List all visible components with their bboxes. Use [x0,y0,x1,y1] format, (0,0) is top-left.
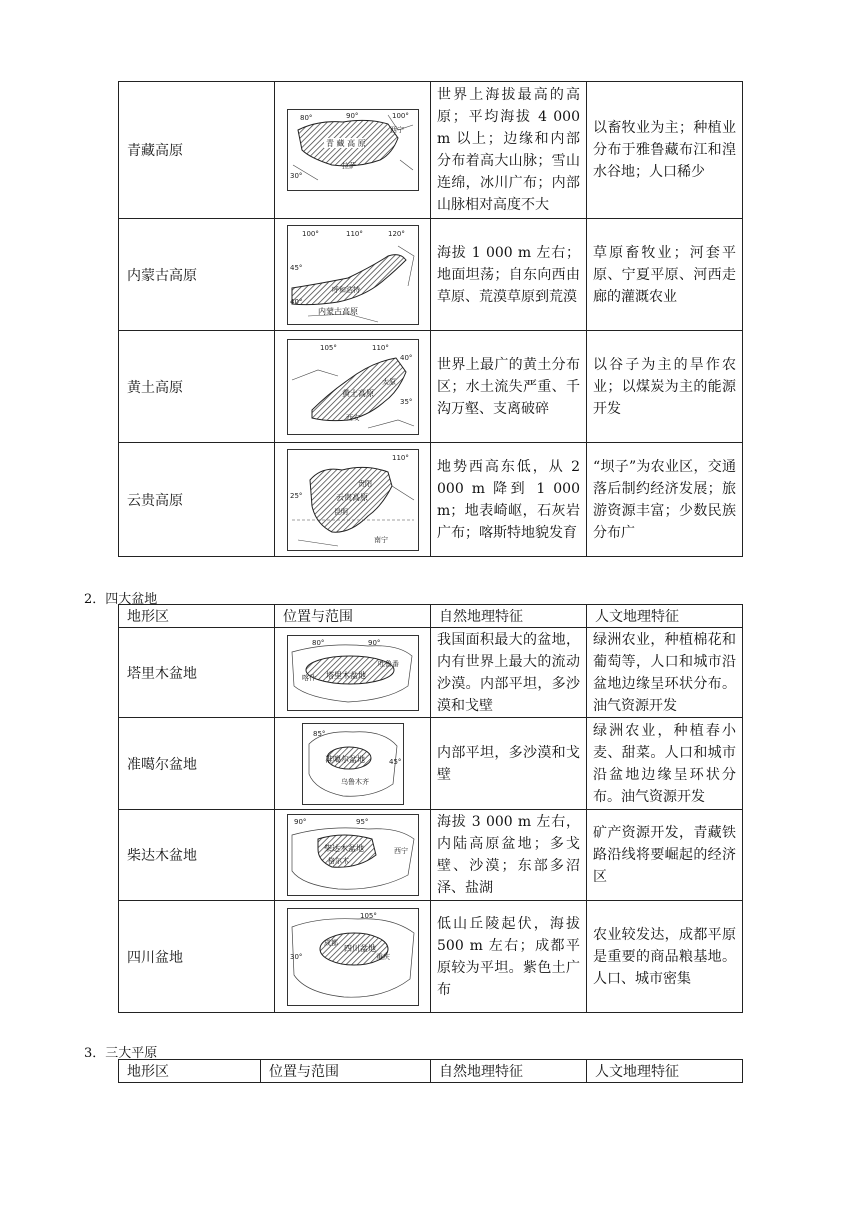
svg-text:乌鲁木齐: 乌鲁木齐 [340,777,369,786]
svg-text:30°: 30° [289,172,302,180]
table-row [119,901,743,1013]
svg-text:120°: 120° [387,229,405,238]
svg-text:100°: 100° [301,229,319,238]
svg-text:85°: 85° [312,729,325,738]
table-row [119,331,743,443]
svg-text:吐鲁番: 吐鲁番 [377,659,399,668]
svg-text:准噶尔盆地: 准噶尔盆地 [324,754,365,764]
natural-features: 海拔 3 000 m 左右，内陆高原盆地；多戈壁、沙漠；东部多沼泽、盐湖 [431,810,587,901]
svg-text:45°: 45° [289,263,302,272]
svg-text:柴达木盆地: 柴达木盆地 [323,844,364,853]
svg-text:105°: 105° [359,911,377,920]
qaidam-basin-map [287,814,419,896]
table-header [119,605,743,628]
svg-text:35°: 35° [399,397,412,406]
svg-text:西宁: 西宁 [393,847,408,855]
table-row [119,82,743,219]
svg-text:喀什: 喀什 [301,673,316,682]
svg-text:西宁: 西宁 [389,126,404,134]
junggar-basin-map [302,723,404,805]
human-features: 矿产资源开发，青藏铁路沿线将要崛起的经济区 [587,810,743,901]
natural-features: 地势西高东低，从 2 000 m 降到 1 000 m；地表崎岖，石灰岩广布；喀斯特地貌发育 [431,443,587,557]
plateau-table [118,81,743,557]
svg-text:40°: 40° [289,297,302,306]
svg-text:西安: 西安 [345,413,360,422]
human-features: 绿洲农业，种植春小麦、甜菜。人口和城市沿盆地边缘呈环状分布。油气资源开发 [587,718,743,810]
svg-text:昆明: 昆明 [333,507,348,516]
landform-name: 内蒙古高原 [119,219,275,331]
svg-text:成都: 成都 [323,938,338,947]
svg-text:四川盆地: 四川盆地 [343,943,376,953]
svg-text:110°: 110° [391,453,409,462]
header-natural: 自然地理特征 [431,605,587,628]
svg-text:40°: 40° [399,353,412,362]
svg-text:110°: 110° [371,343,389,352]
loess-plateau-map [287,339,419,435]
table-row [119,810,743,901]
svg-text:90°: 90° [345,112,358,120]
human-features: 以谷子为主的旱作农业；以煤炭为主的能源开发 [587,331,743,443]
inner-mongolia-map [287,225,419,325]
landform-name: 云贵高原 [119,443,275,557]
svg-text:黄土高原: 黄土高原 [341,388,374,398]
svg-text:重庆: 重庆 [375,952,390,961]
natural-features: 内部平坦，多沙漠和戈壁 [431,718,587,810]
landform-name: 青藏高原 [119,82,275,219]
section-heading-plains: 3．三大平原 [84,1046,158,1061]
svg-text:80°: 80° [299,114,312,122]
svg-text:80°: 80° [311,638,324,647]
svg-text:云贵高原: 云贵高原 [335,492,368,502]
yungui-plateau-map [287,449,419,551]
basin-table [118,604,743,1013]
table-row [119,219,743,331]
svg-text:30°: 30° [289,952,302,961]
natural-features: 世界上最广的黄土分布区；水土流失严重、千沟万壑、支离破碎 [431,331,587,443]
landform-name: 塔里木盆地 [119,628,275,718]
svg-text:格尔木: 格尔木 [327,857,349,865]
natural-features: 低山丘陵起伏，海拔 500 m 左右；成都平原较为平坦。紫色土广布 [431,901,587,1013]
landform-name: 准噶尔盆地 [119,718,275,810]
header-location: 位置与范围 [275,605,431,628]
svg-text:南宁: 南宁 [373,535,388,544]
section-heading-basins: 2．四大盆地 [84,592,158,607]
svg-text:呼和浩特: 呼和浩特 [331,285,360,294]
landform-name: 柴达木盆地 [119,810,275,901]
svg-text:45°: 45° [388,757,401,766]
svg-text:95°: 95° [355,818,368,826]
header-landform: 地形区 [119,1060,261,1083]
human-features: 以畜牧业为主；种植业分布于雅鲁藏布江和湟水谷地；人口稀少 [587,82,743,219]
table-row [119,628,743,718]
svg-text:25°: 25° [289,491,302,500]
table-row [119,718,743,810]
natural-features: 世界上海拔最高的高原；平均海拔 4 000 m 以上；边缘和内部分布着高大山脉；雪山连绵，冰川广布；内部山脉相对高度不大 [431,82,587,219]
landform-name: 黄土高原 [119,331,275,443]
svg-text:青 藏 高 原: 青 藏 高 原 [325,139,366,148]
sichuan-basin-map [287,908,419,1006]
svg-text:105°: 105° [319,343,337,352]
svg-text:90°: 90° [367,638,380,647]
svg-text:拉萨: 拉萨 [341,162,356,170]
natural-features: 海拔 1 000 m 左右；地面坦荡；自东向西由草原、荒漠草原到荒漠 [431,219,587,331]
svg-text:塔里木盆地: 塔里木盆地 [325,670,366,680]
table-header [119,1060,743,1083]
svg-text:贵阳: 贵阳 [357,479,372,488]
header-landform: 地形区 [119,605,275,628]
header-human: 人文地理特征 [587,605,743,628]
tarim-basin-map [287,635,419,711]
header-human: 人文地理特征 [587,1060,743,1083]
svg-text:110°: 110° [345,229,363,238]
human-features: 农业较发达，成都平原是重要的商品粮基地。人口、城市密集 [587,901,743,1013]
qinghai-tibet-map [287,109,419,191]
header-location: 位置与范围 [261,1060,431,1083]
human-features: 草原畜牧业；河套平原、宁夏平原、河西走廊的灌溉农业 [587,219,743,331]
human-features: 绿洲农业，种植棉花和葡萄等，人口和城市沿盆地边缘呈环状分布。油气资源开发 [587,628,743,718]
table-row [119,443,743,557]
svg-text:内蒙古高原: 内蒙古高原 [317,306,358,316]
svg-text:太原: 太原 [381,377,396,386]
natural-features: 我国面积最大的盆地，内有世界上最大的流动沙漠。内部平坦，多沙漠和戈壁 [431,628,587,718]
plain-table [118,1059,743,1083]
svg-text:100°: 100° [391,112,409,120]
human-features: “坝子”为农业区，交通落后制约经济发展；旅游资源丰富；少数民族分布广 [587,443,743,557]
landform-name: 四川盆地 [119,901,275,1013]
header-natural: 自然地理特征 [431,1060,587,1083]
svg-text:90°: 90° [293,818,306,826]
